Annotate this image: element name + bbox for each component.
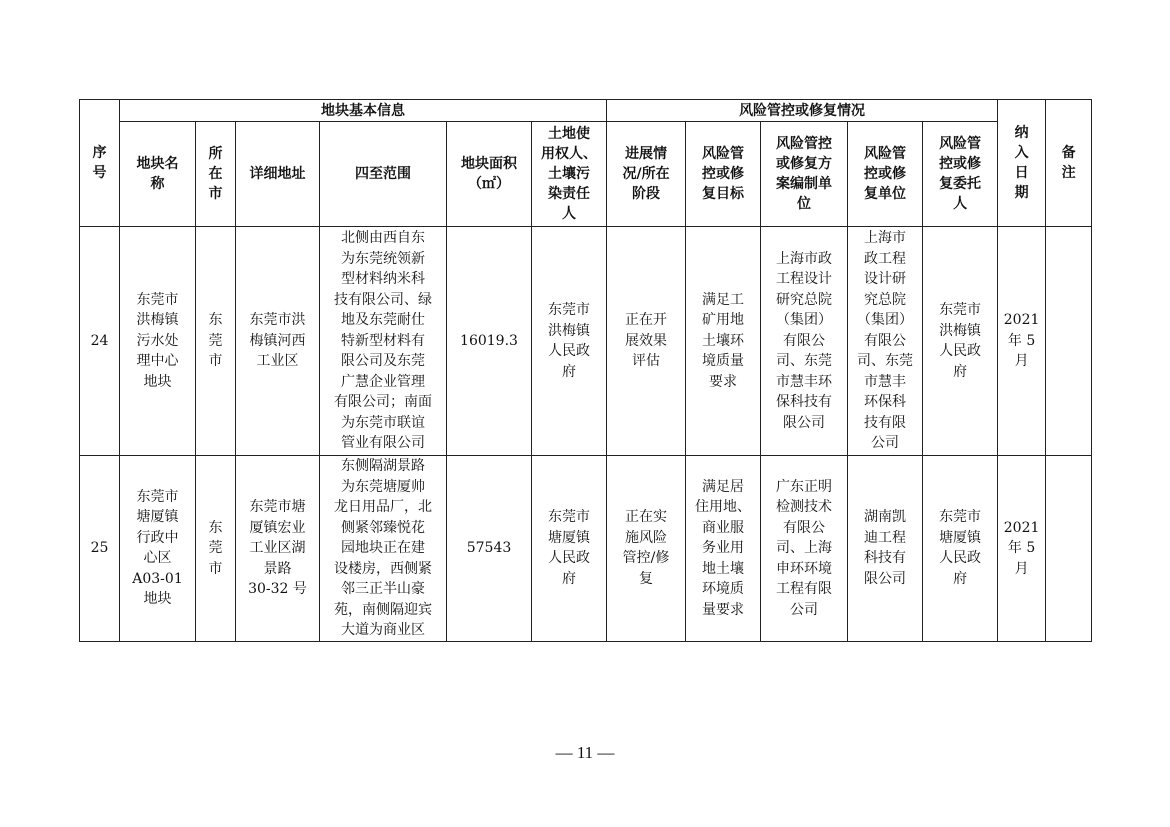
table-row — [80, 227, 1092, 456]
cell-date: 2021 年 5 月 — [998, 227, 1046, 456]
page-number: — 11 — — [555, 743, 615, 762]
cell-client: 东莞市 洪梅镇 人民政 府 — [923, 227, 998, 456]
cell-owner: 东莞市 塘厦镇 人民政 府 — [532, 456, 607, 642]
cell-city: 东 莞 市 — [196, 456, 236, 642]
cell-client: 东莞市 塘厦镇 人民政 府 — [923, 456, 998, 642]
header-target: 风险管 控或修 复目标 — [686, 122, 761, 227]
header-name: 地块名 称 — [120, 122, 196, 227]
cell-address: 东莞市洪 梅镇河西 工业区 — [236, 227, 320, 456]
header-owner: 土地使 用权人、 土壤污 染责任 人 — [532, 122, 607, 227]
group-header-risk-control: 风险管控或修复情况 — [607, 100, 998, 122]
cell-boundary: 东侧隔湖景路 为东莞塘厦帅 龙日用品厂，北 侧紧邻臻悦花 园地块正在建 设楼房，西侧紧 邻三正半山豪 苑，南侧隔迎宾 大道为商业区 — [320, 456, 447, 642]
header-progress: 进展情 况/所在 阶段 — [607, 122, 686, 227]
cell-remark — [1046, 456, 1092, 642]
header-address: 详细地址 — [236, 122, 320, 227]
header-client: 风险管 控或修 复委托 人 — [923, 122, 998, 227]
header-repair-unit: 风险管 控或修 复单位 — [848, 122, 923, 227]
header-boundary: 四至范围 — [320, 122, 447, 227]
header-date: 纳 入 日 期 — [998, 100, 1046, 227]
group-header-basic-info: 地块基本信息 — [120, 100, 607, 122]
table-row — [80, 456, 1092, 642]
cell-name: 东莞市 洪梅镇 污水处 理中心 地块 — [120, 227, 196, 456]
cell-address: 东莞市塘 厦镇宏业 工业区湖 景路 30-32 号 — [236, 456, 320, 642]
header-plan-unit: 风险管控 或修复方 案编制单 位 — [761, 122, 848, 227]
cell-repair-unit: 上海市 政工程 设计研 究总院 （集团） 有限公 司、东莞 市慧丰 环保科 技有限 公司 — [848, 227, 923, 456]
cell-plan-unit: 上海市政 工程设计 研究总院 （集团） 有限公 司、东莞 市慧丰环 保科技有 限公司 — [761, 227, 848, 456]
cell-name: 东莞市 塘厦镇 行政中 心区 A03-01 地块 — [120, 456, 196, 642]
cell-area: 57543 — [447, 456, 532, 642]
group-header-row — [80, 100, 1092, 122]
cell-repair-unit: 湖南凯 迪工程 科技有 限公司 — [848, 456, 923, 642]
column-header-row — [80, 122, 1092, 227]
header-city: 所 在 市 — [196, 122, 236, 227]
cell-progress: 正在开 展效果 评估 — [607, 227, 686, 456]
contaminated-land-table — [79, 99, 1092, 642]
header-seq: 序 号 — [80, 100, 120, 227]
cell-seq: 25 — [80, 456, 120, 642]
header-area: 地块面积 （㎡） — [447, 122, 532, 227]
cell-seq: 24 — [80, 227, 120, 456]
cell-target: 满足居 住用地、 商业服 务业用 地土壤 环境质 量要求 — [686, 456, 761, 642]
cell-progress: 正在实 施风险 管控/修 复 — [607, 456, 686, 642]
header-remark: 备 注 — [1046, 100, 1092, 227]
cell-owner: 东莞市 洪梅镇 人民政 府 — [532, 227, 607, 456]
cell-area: 16019.3 — [447, 227, 532, 456]
cell-plan-unit: 广东正明 检测技术 有限公 司、上海 申环环境 工程有限 公司 — [761, 456, 848, 642]
cell-remark — [1046, 227, 1092, 456]
cell-city: 东 莞 市 — [196, 227, 236, 456]
cell-boundary: 北侧由西自东 为东莞统领新 型材料纳米科 技有限公司、绿 地及东莞耐仕 特新型材料有 限公司及东莞 广慧企业管理 有限公司；南面 为东莞市联谊 管业有限公司 — [320, 227, 447, 456]
cell-target: 满足工 矿用地 土壤环 境质量 要求 — [686, 227, 761, 456]
cell-date: 2021 年 5 月 — [998, 456, 1046, 642]
